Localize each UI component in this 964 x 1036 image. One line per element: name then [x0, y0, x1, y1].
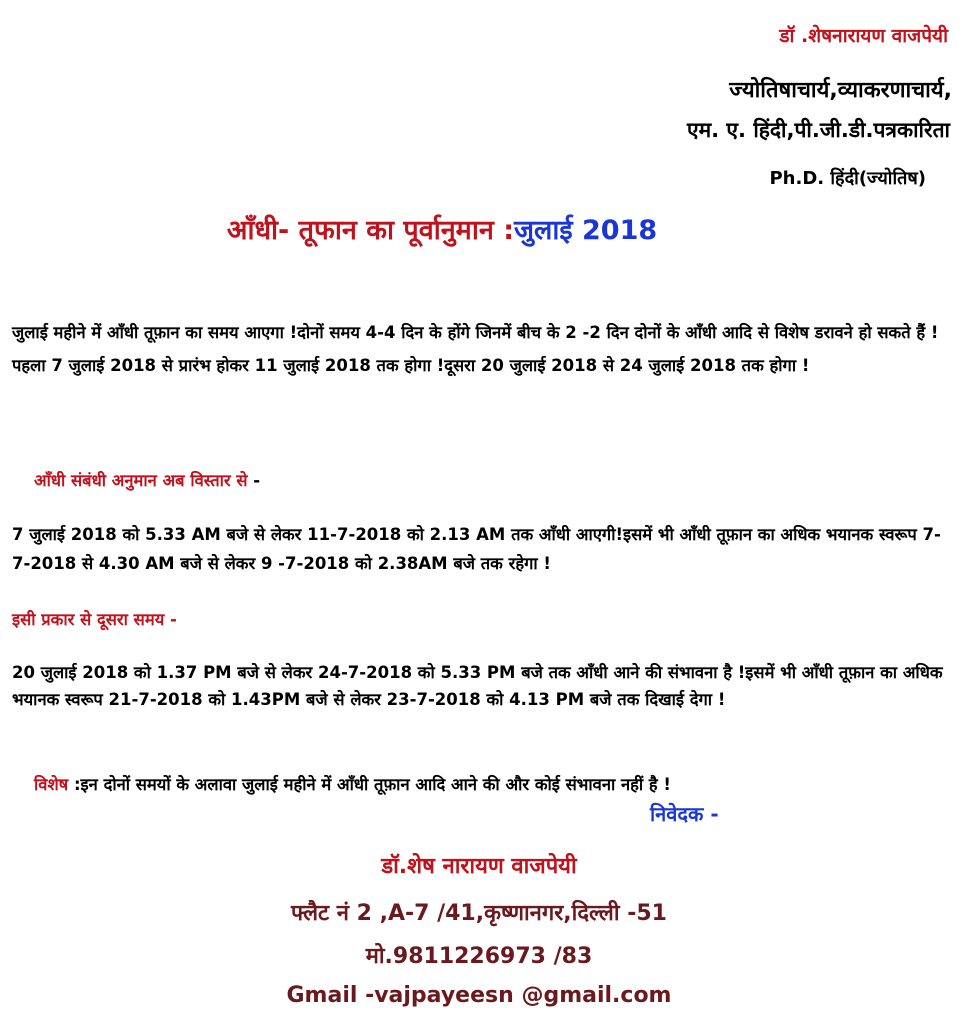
note-label: विशेष	[34, 775, 69, 794]
detail-heading-suffix: -	[247, 471, 261, 490]
signature-address: फ्लैट नं 2 ,A-7 /41,कृष्णानगर,दिल्ली -51	[291, 901, 667, 926]
first-period-paragraph: 7 जुलाई 2018 को 5.33 AM बजे से लेकर 11-7-2018 को 2.13 AM तक आँधी आएगी!इसमें भी आँधी तूफ़ान का अधिक भयानक स्वरूप 7-7-2018 से 4.30 AM बजे से लेकर 9 -7-2018 को 2.38AM बजे तक रहेगा !	[12, 525, 941, 573]
qualification-line-3: Ph.D. हिंदी(ज्योतिष)	[769, 168, 926, 189]
signoff: निवेदक -	[650, 802, 719, 826]
signature-email: Gmail -vajpayeesn @gmail.com	[286, 983, 672, 1008]
title-main: आँधी- तूफान का पूर्वानुमान :	[226, 215, 515, 246]
qualification-line-2: एम. ए. हिंदी,पी.जी.डी.पत्रकारिता	[686, 118, 950, 142]
second-period-paragraph: 20 जुलाई 2018 को 1.37 PM बजे से लेकर 24-7-2018 को 5.33 PM बजे तक आँधी आने की संभावना है !इसमें भी आँधी तूफ़ान का अधिक भयानक स्वरूप 21-7-2018 को 1.43PM बजे से लेकर 23-7-2018 को 4.13 PM बजे तक दिखाई देगा !	[12, 663, 943, 709]
title-month: जुलाई 2018	[514, 215, 658, 246]
author-name: डॉ .शेषनारायण वाजपेयी	[779, 25, 948, 47]
intro-paragraph: जुलाई महीने में आँधी तूफ़ान का समय आएगा !दोनों समय 4-4 दिन के होंगे जिनमें बीच के 2 -2 दिन दोनों के आँधी आदि से विशेष डरावने हो सकते हैं !पहला 7 जुलाई 2018 से प्रारंभ होकर 11 जुलाई 2018 तक होगा !दूसरा 20 जुलाई 2018 से 24 जुलाई 2018 तक होगा !	[12, 323, 939, 375]
page-title	[0, 210, 884, 247]
signature-phone: मो.9811226973 /83	[365, 944, 593, 969]
second-period-heading: इसी प्रकार से दूसरा समय -	[12, 610, 177, 629]
note-text: :इन दोनों समयों के अलावा जुलाई महीने में आँधी तूफ़ान आदि आने की और कोई संभावना नहीं है !	[68, 775, 671, 794]
detail-heading	[34, 468, 260, 491]
qualification-line-1: ज्योतिषाचार्य,व्याकरणाचार्य,	[729, 78, 952, 103]
special-note	[34, 772, 671, 795]
detail-heading-text: आँधी संबंधी अनुमान अब विस्तार से	[34, 471, 248, 490]
signature-name: डॉ.शेष नारायण वाजपेयी	[381, 854, 577, 879]
